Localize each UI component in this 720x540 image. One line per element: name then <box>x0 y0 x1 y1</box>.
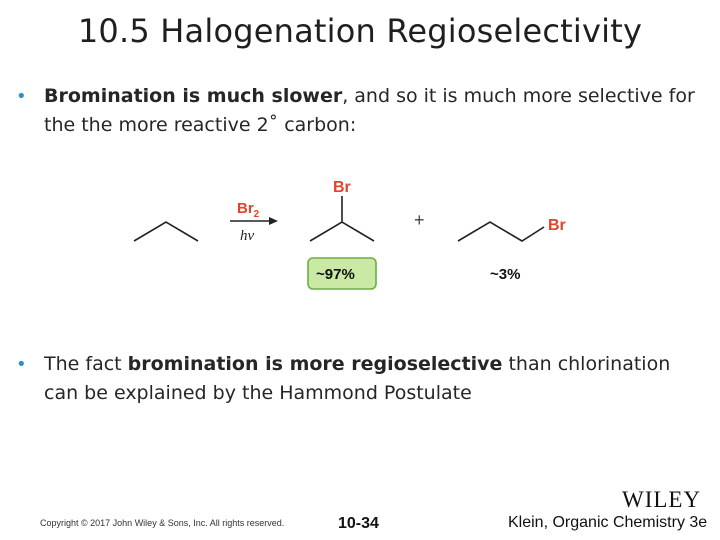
wiley-logo: WILEY <box>622 487 702 512</box>
reagent-light: hν <box>240 228 255 244</box>
bullet-dot-icon: • <box>16 86 27 107</box>
bullet2-pre: The fact <box>44 353 128 375</box>
product1-yield: ~97% <box>316 266 355 283</box>
bullet-hammond-postulate <box>16 350 704 408</box>
book-title: Klein, Organic Chemistry 3e <box>508 514 708 531</box>
bullet-dot-icon: • <box>16 354 27 375</box>
reagent-br2: $Br_2$ <box>237 200 260 220</box>
bullet1-text: , and so it is much more selective for the the more reactive 2˚ carbon: <box>44 85 695 136</box>
slide-title: 10.5 Halogenation Regioselectivity <box>77 12 643 50</box>
copyright-notice: Copyright © 2017 John Wiley & Sons, Inc. All rights reserved. <box>40 518 285 528</box>
product2-skeleton <box>458 222 544 241</box>
bullet2-bold: bromination is more regioselective <box>127 353 503 375</box>
bromination-reaction-scheme <box>0 160 720 300</box>
reaction-arrow-head-icon <box>269 217 278 225</box>
page-number: 10-34 <box>338 515 379 532</box>
plus-sign: + <box>414 210 425 230</box>
product2-yield: ~3% <box>490 266 521 283</box>
product1-br-label: Br <box>333 179 351 196</box>
propane-skeleton <box>134 222 198 241</box>
bullet1-bold: Bromination is much slower <box>44 85 343 107</box>
bullet-bromination-selectivity <box>16 82 704 140</box>
product2-br-label: Br <box>548 217 566 234</box>
product1-skeleton <box>310 222 374 241</box>
bullet2-post: than chlorination can be explained by the Hammond Postulate <box>44 353 671 404</box>
